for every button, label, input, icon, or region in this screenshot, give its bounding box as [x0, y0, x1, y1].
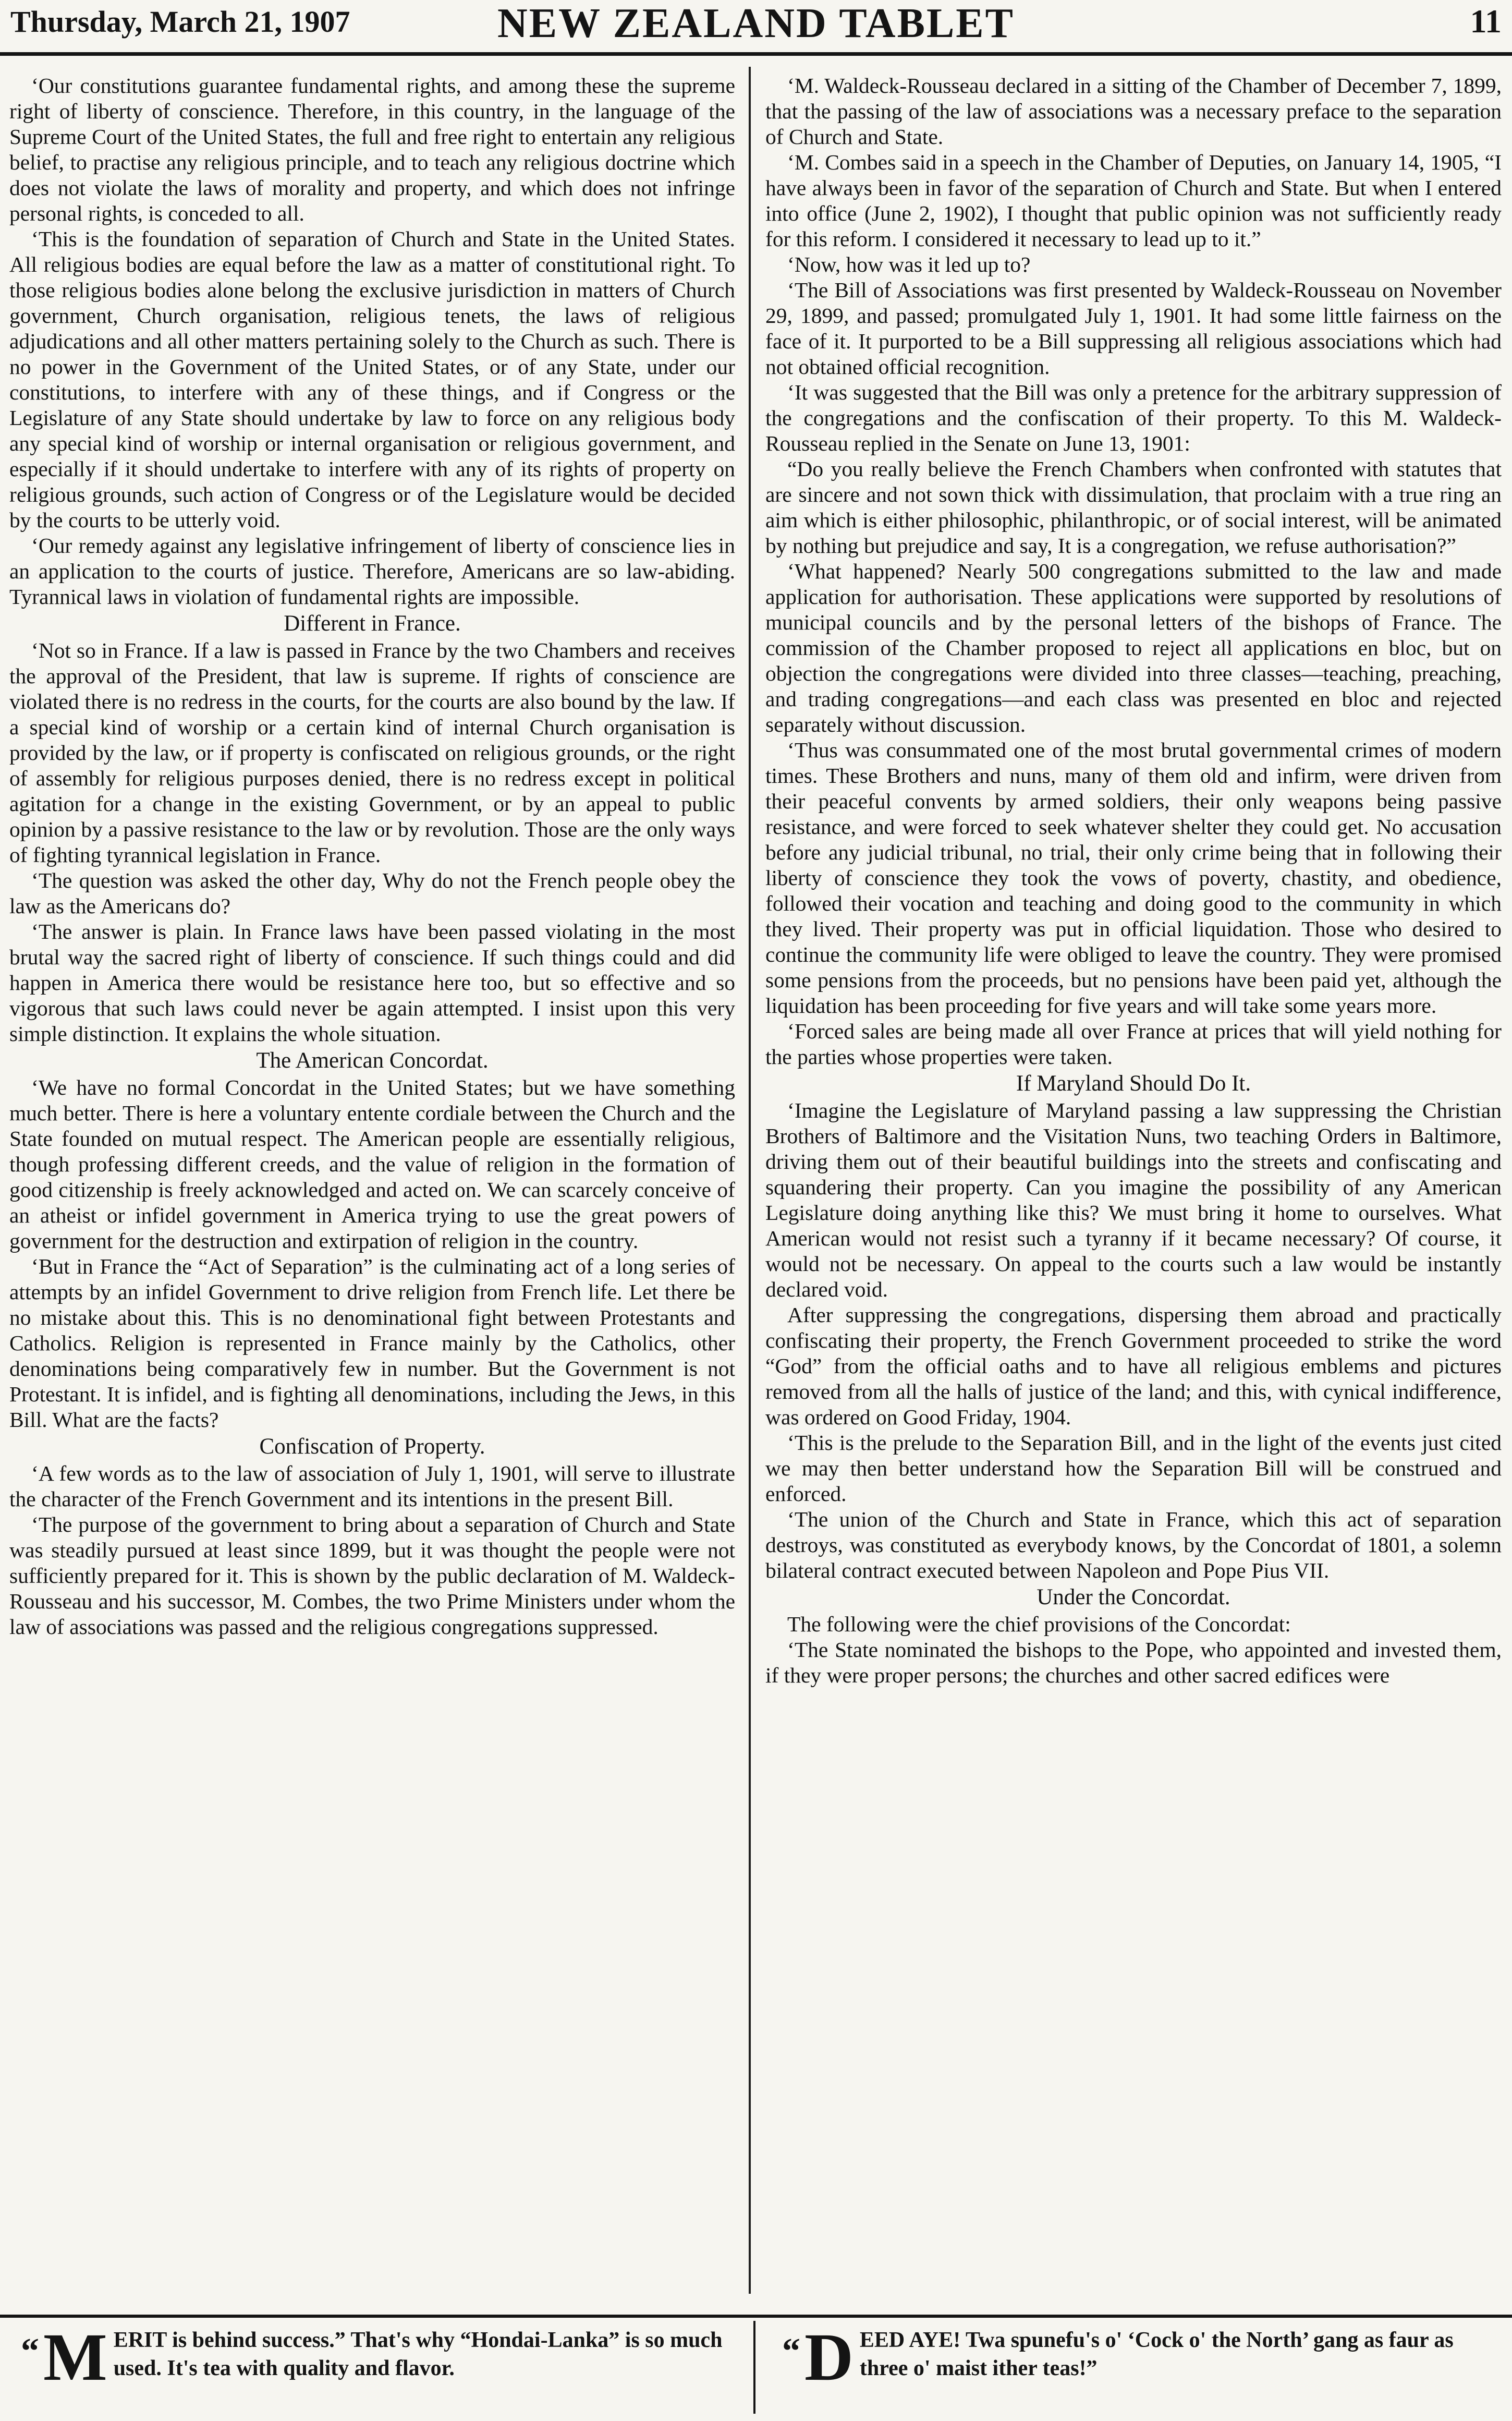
newspaper-title: NEW ZEALAND TABLET: [497, 1, 1015, 46]
paragraph: ‘The purpose of the government to bring about a separation of Church and State was steadily pursued at least since 1899, but it was thought the people were not sufficiently prepared for it. This is shown by the public declaration of M. Waldeck-Rousseau and his successor, M. Combes, the two Prime Ministers under whom the law of associations was passed and the religious congregations suppressed.: [9, 1512, 735, 1639]
paragraph: ‘The question was asked the other day, Why do not the French people obey the law as the Americans do?: [9, 868, 735, 918]
paragraph: ‘The State nominated the bishops to the Pope, who appointed and invested them, if they were proper persons; the churches and other sacred edifices were: [765, 1638, 1502, 1687]
right-column: [765, 73, 1502, 2284]
opening-quote: “: [782, 2331, 800, 2371]
section-heading: Different in France.: [284, 611, 461, 636]
paragraph: ‘The Bill of Associations was first presented by Waldeck-Rousseau on November 29, 1899, and passed; promulgated July 1, 1901. It had some little fairness on the face of it. It purported to be a Bill suppressing all religious associations which had not obtained official recognition.: [765, 278, 1502, 379]
masthead: [0, 0, 1512, 56]
advertisement-rule: [0, 2315, 1512, 2318]
page-number: 11: [1470, 3, 1502, 40]
paragraph: ‘But in France the “Act of Separation” is the culminating act of a long series of attempts by an infidel Government to drive religion from French life. Let there be no mistake about this. This is no denominational fight between Protestants and Catholics. Religion is represented in France mainly by the Catholics, other denominations being comparatively few in number. But the Government is not Protestant. It is infidel, and is fighting all denominations, including the Jews, in this Bill. What are the facts?: [9, 1254, 735, 1432]
advertisement-text: ERIT is behind success.” That's why “Hondai-Lanka” is so much used. It's tea with quality and flavor.: [113, 2328, 723, 2380]
advertisement-text: EED AYE! Twa spunefu's o' ‘Cock o' the North’ gang as faur as three o' maist ither teas!”: [859, 2328, 1454, 2380]
section-heading: Confiscation of Property.: [259, 1434, 485, 1459]
paragraph: ‘A few words as to the law of association of July 1, 1901, will serve to illustrate the character of the French Government and its intentions in the present Bill.: [9, 1461, 735, 1511]
issue-date: Thursday, March 21, 1907: [10, 5, 350, 39]
paragraph: ‘Not so in France. If a law is passed in France by the two Chambers and receives the approval of the President, that law is supreme. If rights of conscience are violated there is no redress in the courts, for the courts are also bound by the law. If a special kind of worship or a certain kind of internal Church organisation is provided by the law, or if property is confiscated on religious grounds, or the right of assembly for religious purposes denied, there is no redress except in political agitation for a change in the existing Government, or by an appeal to public opinion by a passive resistance to the law or by revolution. Those are the only ways of fighting tyrannical legislation in France.: [9, 638, 735, 867]
paragraph: ‘Thus was consummated one of the most brutal governmental crimes of modern times. These Brothers and nuns, many of them old and infirm, were driven from their peaceful convents by armed soldiers, their only weapons being passive resistance, and were forced to seek whatever shelter they could get. No accusation before any judicial tribunal, no trial, their only crime being that in following their liberty of conscience they took the vows of poverty, chastity, and obedience, followed their vocation and teaching and doing good to the community in which they lived. Their property was put in official liquidation. Those who desired to continue the community life were obliged to leave the country. They were promised some pensions from the proceeds, but no pensions have been paid yet, although the liquidation has been proceeding for five years and will take some years more.: [765, 738, 1502, 1018]
paragraph: ‘M. Waldeck-Rousseau declared in a sitting of the Chamber of December 7, 1899, that the passing of the law of associations was a necessary preface to the separation of Church and State.: [765, 74, 1502, 149]
paragraph: ‘We have no formal Concordat in the United States; but we have something much better. There is here a voluntary entente cordiale between the Church and the State founded on mutual respect. The American people are essentially religious, though professing different creeds, and the value of religion in the formation of good citizenship is freely acknowledged and acted on. We can scarcely conceive of an atheist or infidel government in America trying to use the great powers of government for the destruction and extirpation of religion in the country.: [9, 1075, 735, 1253]
paragraph: ‘It was suggested that the Bill was only a pretence for the arbitrary suppression of the congregations and the confiscation of their property. To this M. Waldeck-Rousseau replied in the Senate on June 13, 1901:: [765, 380, 1502, 455]
paragraph: After suppressing the congregations, dispersing them abroad and practically confiscating their property, the French Government proceeded to strike the word “God” from the official oaths and to have all religious emblems and pictures removed from all the halls of justice of the land; and this, with cynical indifference, was ordered on Good Friday, 1904.: [765, 1303, 1502, 1429]
paragraph: ‘This is the prelude to the Separation Bill, and in the light of the events just cited we may then better understand how the Separation Bill will be construed and enforced.: [765, 1431, 1502, 1506]
paragraph: ‘This is the foundation of separation of Church and State in the United States. All religious bodies are equal before the law as a matter of constitutional right. To those religious bodies alone belong the exclusive jurisdiction in matters of Church government, Church organisation, religious tenets, the laws of religious adjudications and all other matters pertaining solely to the Church as such. There is no power in the Government of the United States, or of any State, under our constitutions, to interfere with any of these things, and if Congress or the Legislature of any State should undertake by law to force on any religious body any special kind of worship or internal organisation or religious government, and especially if it should undertake to interfere with any of its rights of property on religious grounds, such action of Congress or of the Legislature would be decided by the courts to be utterly void.: [9, 227, 735, 532]
opening-quote: “: [21, 2331, 39, 2371]
drop-cap: D: [804, 2320, 853, 2395]
section-heading: If Maryland Should Do It.: [1016, 1071, 1251, 1096]
drop-cap: M: [43, 2320, 107, 2395]
paragraph: The following were the chief provisions of the Concordat:: [787, 1612, 1291, 1636]
section-heading: The American Concordat.: [256, 1048, 489, 1073]
cock-o-the-north-advertisement: [782, 2320, 1502, 2404]
masthead-rule: [0, 52, 1512, 56]
paragraph: ‘Our remedy against any legislative infringement of liberty of conscience lies in an application to the courts of justice. Therefore, Americans are so law-abiding. Tyrannical laws in violation of fundamental rights are impossible.: [9, 534, 735, 609]
section-heading: Under the Concordat.: [1037, 1585, 1230, 1609]
hondai-lanka-advertisement: [21, 2320, 740, 2404]
paragraph: ‘Our constitutions guarantee fundamental rights, and among these the supreme right of liberty of conscience. Therefore, in this country, in the language of the Supreme Court of the United States, the full and free right to entertain any religious belief, to practise any religious principle, and to teach any religious doctrine which does not violate the laws of morality and property, and which does not infringe personal rights, is conceded to all.: [9, 74, 735, 225]
paragraph: ‘Imagine the Legislature of Maryland passing a law suppressing the Christian Brothers of Baltimore and the Visitation Nuns, two teaching Orders in Baltimore, driving them out of their beautiful buildings into the streets and confiscating and squandering their property. Can you imagine the possibility of any American Legislature doing anything like this? We must bring it home to ourselves. What American would not resist such a tyranny if it became necessary? Of course, it would not be necessary. On appeal to the courts such a law would be instantly declared void.: [765, 1098, 1502, 1301]
paragraph: ‘What happened? Nearly 500 congregations submitted to the law and made application for authorisation. These applications were supported by resolutions of municipal councils and by the personal letters of the bishops of France. The commission of the Chamber proposed to reject all applications en bloc, but on objection the congregations were divided into three classes—teaching, preaching, and trading congregations—and each class was presented en bloc and rejected separately without discussion.: [765, 559, 1502, 736]
paragraph: ‘The union of the Church and State in France, which this act of separation destroys, was constituted as everybody knows, by the Concordat of 1801, a solemn bilateral contract executed between Napoleon and Pope Pius VII.: [765, 1507, 1502, 1582]
column-divider: [749, 67, 751, 2294]
quoted-paragraph: “Do you really believe the French Chambers when confronted with statutes that are sincere and not sown thick with dissimulation, that proclaim with a true ring an aim which is either philosophic, philanthropic, or of social interest, will be animated by nothing but prejudice and say, It is a congregation, we refuse authorisation?”: [765, 457, 1502, 558]
paragraph: ‘Now, how was it led up to?: [787, 252, 1031, 276]
paragraph: ‘M. Combes said in a speech in the Chamber of Deputies, on January 14, 1905, “I have always been in favor of the separation of Church and State. But when I entered into office (June 2, 1902), I thought that public opinion was not sufficiently ready for this reform. I considered it necessary to lead up to it.”: [765, 150, 1502, 251]
advertisement-divider: [753, 2321, 755, 2414]
paragraph: ‘The answer is plain. In France laws have been passed violating in the most brutal way the sacred right of liberty of conscience. If such things could and did happen in America there would be resistance here too, but so effective and so vigorous that such laws could never be again attempted. I insist upon this very simple distinction. It explains the whole situation.: [9, 919, 735, 1046]
paragraph: ‘Forced sales are being made all over France at prices that will yield nothing for the parties whose properties were taken.: [765, 1019, 1502, 1069]
left-column: [9, 73, 735, 2284]
